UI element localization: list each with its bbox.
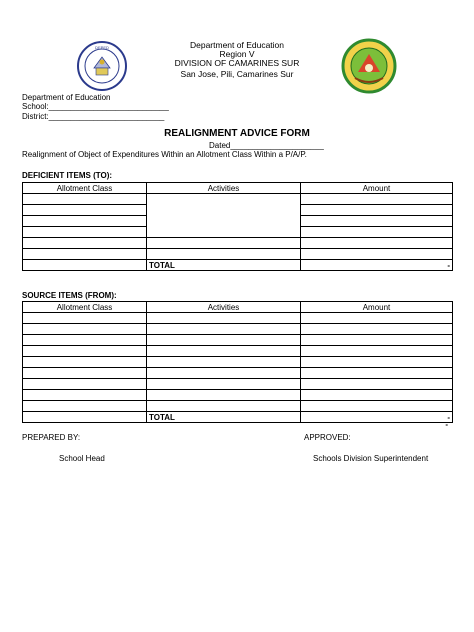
table-row — [23, 249, 453, 260]
division-seal-icon — [341, 38, 397, 94]
district-field: District:__________________________ — [22, 112, 165, 121]
deped-seal-icon — [76, 40, 128, 92]
table-row — [23, 313, 453, 324]
deficient-table — [22, 182, 453, 271]
superintendent-name: Schools Division Superintendent — [313, 454, 429, 463]
column-header: Activities — [147, 302, 301, 313]
approved-label: APPROVED: — [304, 433, 351, 442]
deficient-heading: DEFICIENT ITEMS (TO): — [22, 171, 113, 180]
table-row — [23, 238, 453, 249]
form-subtitle: Realignment of Object of Expenditures Within an Allotment Class Within a P/A/P. — [22, 150, 307, 159]
info-department: Department of Education — [22, 93, 111, 102]
header-division: DIVISION OF CAMARINES SUR — [174, 58, 300, 68]
column-header: Allotment Class — [23, 183, 147, 194]
source-heading: SOURCE ITEMS (FROM): — [22, 291, 117, 300]
table-row — [23, 379, 453, 390]
table-row — [23, 390, 453, 401]
column-header: Amount — [301, 183, 453, 194]
svg-text:DEPED: DEPED — [95, 45, 109, 50]
dated-field: Dated_____________________ — [209, 141, 324, 150]
table-row — [23, 335, 453, 346]
table-row — [23, 357, 453, 368]
table-row — [23, 194, 453, 205]
header-address: San Jose, Pili, Camarines Sur — [180, 69, 294, 79]
column-header: Activities — [147, 183, 301, 194]
header-department: Department of Education — [189, 40, 285, 50]
source-table — [22, 301, 453, 423]
table-row — [23, 401, 453, 412]
table-row — [23, 368, 453, 379]
prepared-by-label: PREPARED BY: — [22, 433, 81, 442]
total-label: TOTAL — [147, 412, 301, 423]
total-value: - — [301, 260, 453, 271]
form-title: REALIGNMENT ADVICE FORM — [164, 128, 310, 139]
total-value: - — [301, 412, 453, 423]
column-header: Amount — [301, 302, 453, 313]
extra-dash: - — [445, 420, 448, 429]
table-row — [23, 346, 453, 357]
school-head-name: School Head — [59, 454, 105, 463]
total-row — [23, 260, 453, 271]
table-row — [23, 324, 453, 335]
column-header: Allotment Class — [23, 302, 147, 313]
header-region: Region V — [219, 49, 255, 59]
total-label: TOTAL — [147, 260, 301, 271]
school-field: School:___________________________ — [22, 102, 169, 111]
total-row — [23, 412, 453, 423]
